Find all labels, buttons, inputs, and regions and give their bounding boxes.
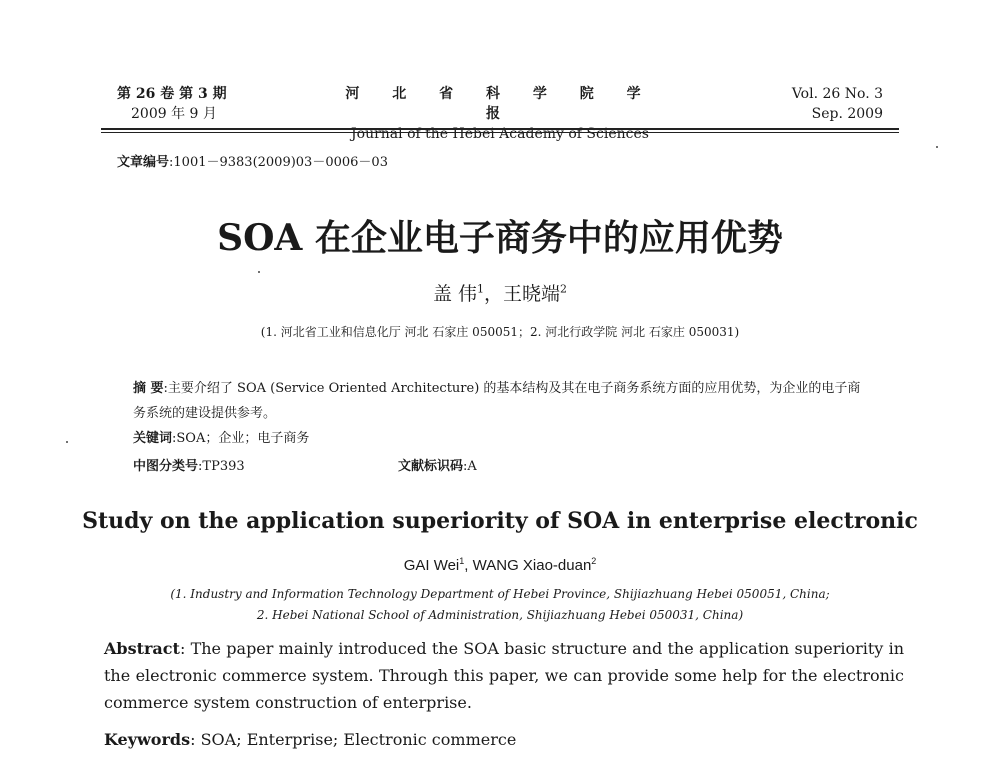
affiliation-en-2: 2. Hebei National School of Administration, Shijiazhuang Hebei 050031, China) <box>256 608 744 622</box>
title-cn: SOA 在企业电子商务中的应用优势 <box>217 217 783 259</box>
author2-cn-sup: 2 <box>560 282 568 296</box>
title-en: Study on the application superiority of SOA in enterprise electronic <box>82 508 918 534</box>
author2-en: WANG Xiao-duan <box>472 557 592 574</box>
classification-number <box>133 455 245 474</box>
abstract-cn-label: 摘 要 <box>133 381 164 396</box>
header-left <box>117 84 227 124</box>
header-rule-thin <box>101 132 899 133</box>
journal-name-en: Journal of the Hebei Academy of Sciences <box>351 126 649 142</box>
affiliation-en-1: (1. Industry and Information Technology Department of Hebei Province, Shijiazhuang Hebei 050051, China; <box>170 587 830 601</box>
article-number <box>117 151 388 170</box>
article-number-value: :1001－9383(2009)03－0006－03 <box>169 155 388 170</box>
authors-en <box>0 556 1000 574</box>
scan-speck <box>66 441 68 443</box>
journal-name-cn: 河 北 省 科 学 院 学 报 <box>345 86 655 122</box>
keywords-cn <box>133 426 873 451</box>
date-cn: 2009 年 9 月 <box>131 106 217 122</box>
scan-speck <box>258 271 260 273</box>
volume-en: Vol. 26 No. 3 <box>791 86 883 102</box>
classification-value: :TP393 <box>198 459 245 474</box>
abstract-en-label: Abstract <box>104 639 180 658</box>
abstract-cn-block <box>133 376 873 451</box>
author1-en-sup: 1 <box>459 556 465 566</box>
keywords-cn-label: 关键词 <box>133 431 173 446</box>
author2-en-sup: 2 <box>591 556 597 566</box>
classification-label: 中图分类号 <box>133 459 199 474</box>
affiliations-cn: (1. 河北省工业和信息化厅 河北 石家庄 050051；2. 河北行政学院 河北 石家庄 050031) <box>260 325 740 339</box>
author1-en: GAI Wei <box>403 557 460 574</box>
keywords-en-text: : SOA; Enterprise; Electronic commerce <box>190 730 517 749</box>
author-sep-cn: ， <box>484 283 504 305</box>
header-right <box>792 84 883 124</box>
abstract-en-text: : The paper mainly introduced the SOA basic structure and the application superiority in the electronic commerce system. Through this paper, we can provide some help for the electronic commerce system construction of enterprise. <box>104 639 904 712</box>
keywords-en <box>104 726 516 753</box>
article-number-label: 文章编号 <box>117 155 170 170</box>
author2-cn: 王晓端 <box>503 283 561 305</box>
document-code-value: :A <box>463 459 477 474</box>
keywords-cn-text: :SOA；企业；电子商务 <box>172 431 310 446</box>
affiliations-en <box>0 584 1000 626</box>
header-center <box>330 84 670 144</box>
header-rule-thick <box>101 128 899 130</box>
document-code-label: 文献标识码 <box>398 459 464 474</box>
author1-cn-sup: 1 <box>477 282 484 296</box>
author1-cn: 盖 伟 <box>432 283 477 305</box>
volume-cn: 第 26 卷 第 3 期 <box>117 86 227 102</box>
date-en: Sep. 2009 <box>811 106 883 122</box>
author-sep-en: , <box>464 557 473 574</box>
document-code <box>398 455 477 474</box>
abstract-en <box>104 635 904 716</box>
scan-speck <box>936 146 938 148</box>
abstract-cn <box>133 376 873 426</box>
abstract-cn-text: :主要介绍了 SOA (Service Oriented Architecture) 的基本结构及其在电子商务系统方面的应用优势，为企业的电子商务系统的建设提供参考。 <box>133 381 861 421</box>
authors-cn <box>0 279 1000 306</box>
keywords-en-label: Keywords <box>104 730 191 749</box>
